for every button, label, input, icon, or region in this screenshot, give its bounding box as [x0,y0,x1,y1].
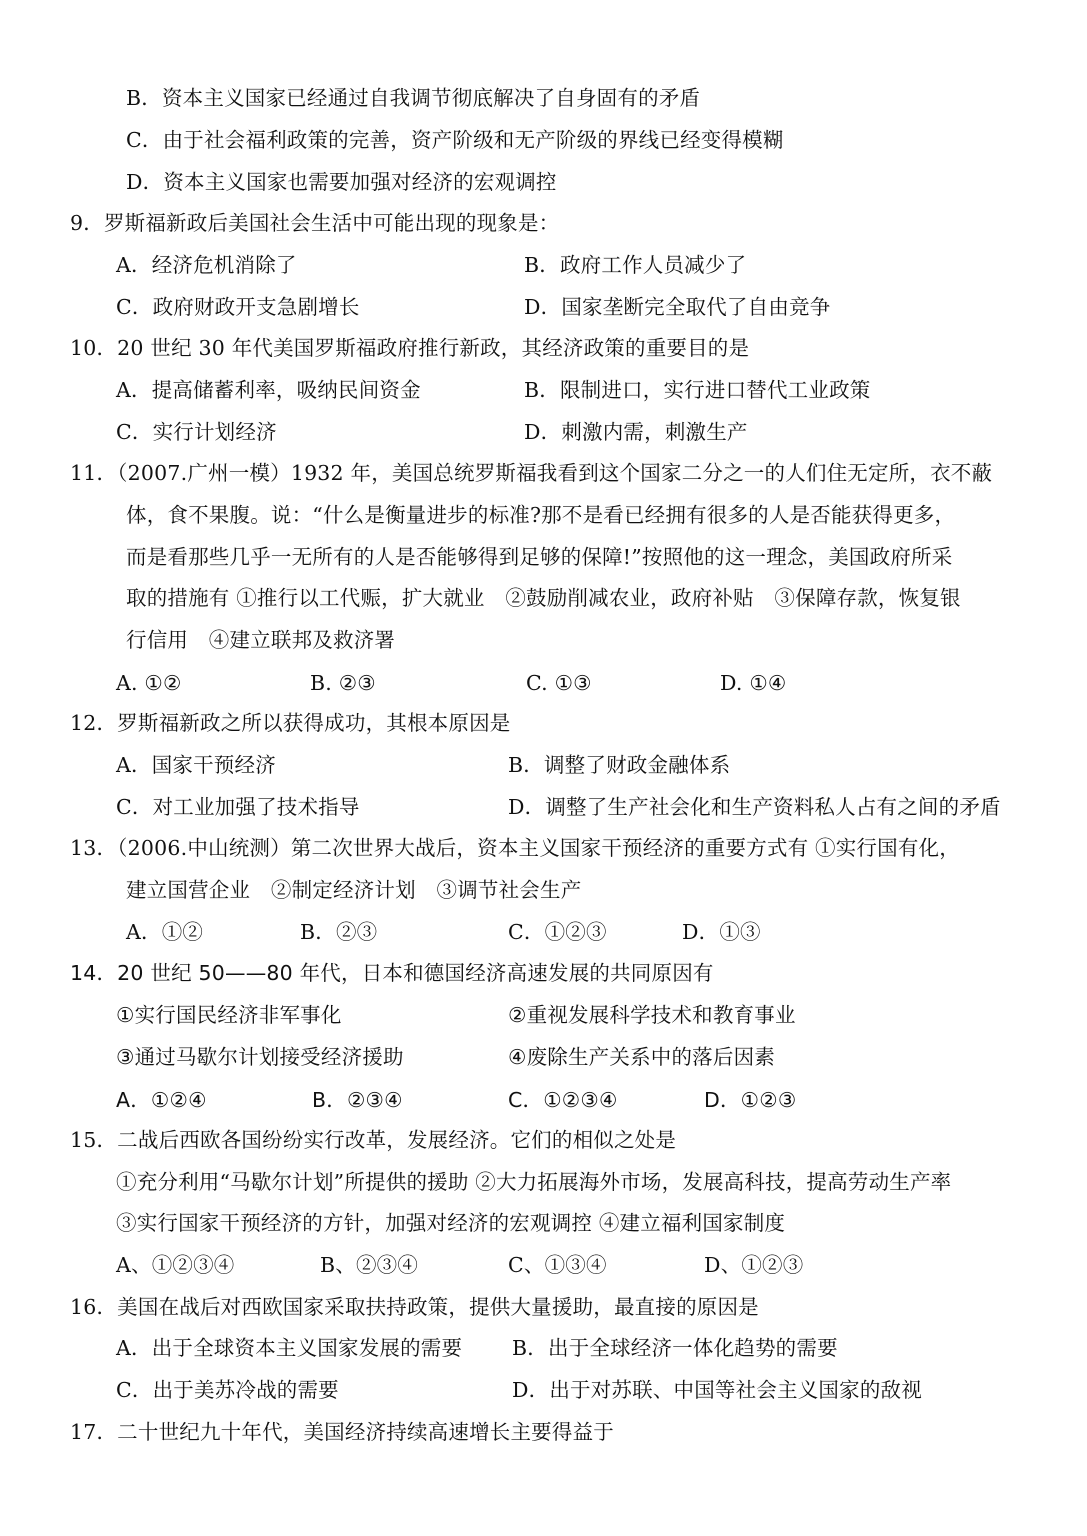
q8-option-d: D．资本主义国家也需要加强对经济的宏观调控 [126,170,557,194]
q16-stem: 16．美国在战后对西欧国家采取扶持政策，提供大量援助，最直接的原因是 [70,1295,759,1319]
q16-option-a: A．出于全球资本主义国家发展的需要 [116,1336,463,1360]
q8-option-b: B．资本主义国家已经通过自我调节彻底解决了自身固有的矛盾 [126,86,701,110]
q11-stem-line-4: 取的措施有 ①推行以工代赈，扩大就业 ②鼓励削减农业，政府补贴 ③保障存款，恢复银 [126,586,961,610]
q9-option-d: D．国家垄断完全取代了自由竞争 [524,295,831,319]
q14-option-d: D．①②③ [704,1088,797,1112]
q8-option-c: C．由于社会福利政策的完善，资产阶级和无产阶级的界线已经变得模糊 [126,128,784,152]
q11-option-b: B. ②③ [310,671,376,695]
q12-option-b: B．调整了财政金融体系 [508,753,731,777]
q10-option-a: A．提高储蓄利率，吸纳民间资金 [116,378,421,402]
q12-option-d: D．调整了生产社会化和生产资料私人占有之间的矛盾 [508,795,1001,819]
q16-option-b: B．出于全球经济一体化趋势的需要 [512,1336,838,1360]
q11-stem-line-5: 行信用 ④建立联邦及救济署 [126,628,396,652]
q15-option-c: C、①③④ [508,1253,607,1277]
q11-option-c: C. ①③ [526,671,592,695]
q15-option-b: B、②③④ [320,1253,419,1277]
q14-stem: 14．20 世纪 50——80 年代，日本和德国经济高速发展的共同原因有 [70,961,714,985]
q17-stem: 17．二十世纪九十年代，美国经济持续高速增长主要得益于 [70,1420,614,1444]
q16-option-c: C．出于美苏冷战的需要 [116,1378,339,1402]
q14-item-1: ①实行国民经济非军事化 [116,1003,342,1027]
q13-option-c: C．①②③ [508,920,607,944]
q16-option-d: D．出于对苏联、中国等社会主义国家的敌视 [512,1378,922,1402]
q14-option-c: C．①②③④ [508,1088,618,1112]
q12-option-a: A．国家干预经济 [116,753,276,777]
q9-option-c: C．政府财政开支急剧增长 [116,295,360,319]
q13-option-b: B．②③ [300,920,378,944]
q15-statement-line-1: ①充分利用“马歇尔计划”所提供的援助 ②大力拓展海外市场，发展高科技，提高劳动生产率 [116,1170,952,1194]
q13-option-a: A．①② [126,920,204,944]
q13-option-d: D．①③ [682,920,761,944]
q10-option-b: B．限制进口，实行进口替代工业政策 [524,378,871,402]
q11-stem-line-2: 体，食不果腹。说：“什么是衡量进步的标准?那不是看已经拥有很多的人是否能获得更多， [126,503,956,527]
q14-item-3: ③通过马歇尔计划接受经济援助 [116,1045,404,1069]
q13-stem-line-1: 13．（2006.中山统测）第二次世界大战后，资本主义国家干预经济的重要方式有 ①实行国有化， [70,836,960,860]
q14-option-a: A．①②④ [116,1088,207,1112]
q11-option-d: D. ①④ [720,671,787,695]
q9-option-b: B．政府工作人员减少了 [524,253,747,277]
q9-stem: 9．罗斯福新政后美国社会生活中可能出现的现象是： [70,211,560,235]
q11-option-a: A. ①② [116,671,182,695]
q12-option-c: C．对工业加强了技术指导 [116,795,360,819]
q10-stem: 10．20 世纪 30 年代美国罗斯福政府推行新政，其经济政策的重要目的是 [70,336,750,360]
q14-option-b: B．②③④ [312,1088,403,1112]
q15-option-d: D、①②③ [704,1253,804,1277]
q13-stem-line-2: 建立国营企业 ②制定经济计划 ③调节社会生产 [126,878,582,902]
q9-option-a: A．经济危机消除了 [116,253,297,277]
q15-option-a: A、①②③④ [116,1253,235,1277]
q11-stem-line-1: 11．（2007.广州一模）1932 年，美国总统罗斯福我看到这个国家二分之一的人们住无定所，衣不蔽 [70,461,993,485]
q15-stem: 15．二战后西欧各国纷纷实行改革，发展经济。它们的相似之处是 [70,1128,677,1152]
q11-stem-line-3: 而是看那些几乎一无所有的人是否能够得到足够的保障!”按照他的这一理念，美国政府所采 [126,545,953,569]
q14-item-4: ④废除生产关系中的落后因素 [508,1045,775,1069]
q15-statement-line-2: ③实行国家干预经济的方针，加强对经济的宏观调控 ④建立福利国家制度 [116,1211,786,1235]
q12-stem: 12．罗斯福新政之所以获得成功，其根本原因是 [70,711,511,735]
q10-option-d: D．刺激内需，刺激生产 [524,420,748,444]
q10-option-c: C．实行计划经济 [116,420,277,444]
q14-item-2: ②重视发展科学技术和教育事业 [508,1003,796,1027]
